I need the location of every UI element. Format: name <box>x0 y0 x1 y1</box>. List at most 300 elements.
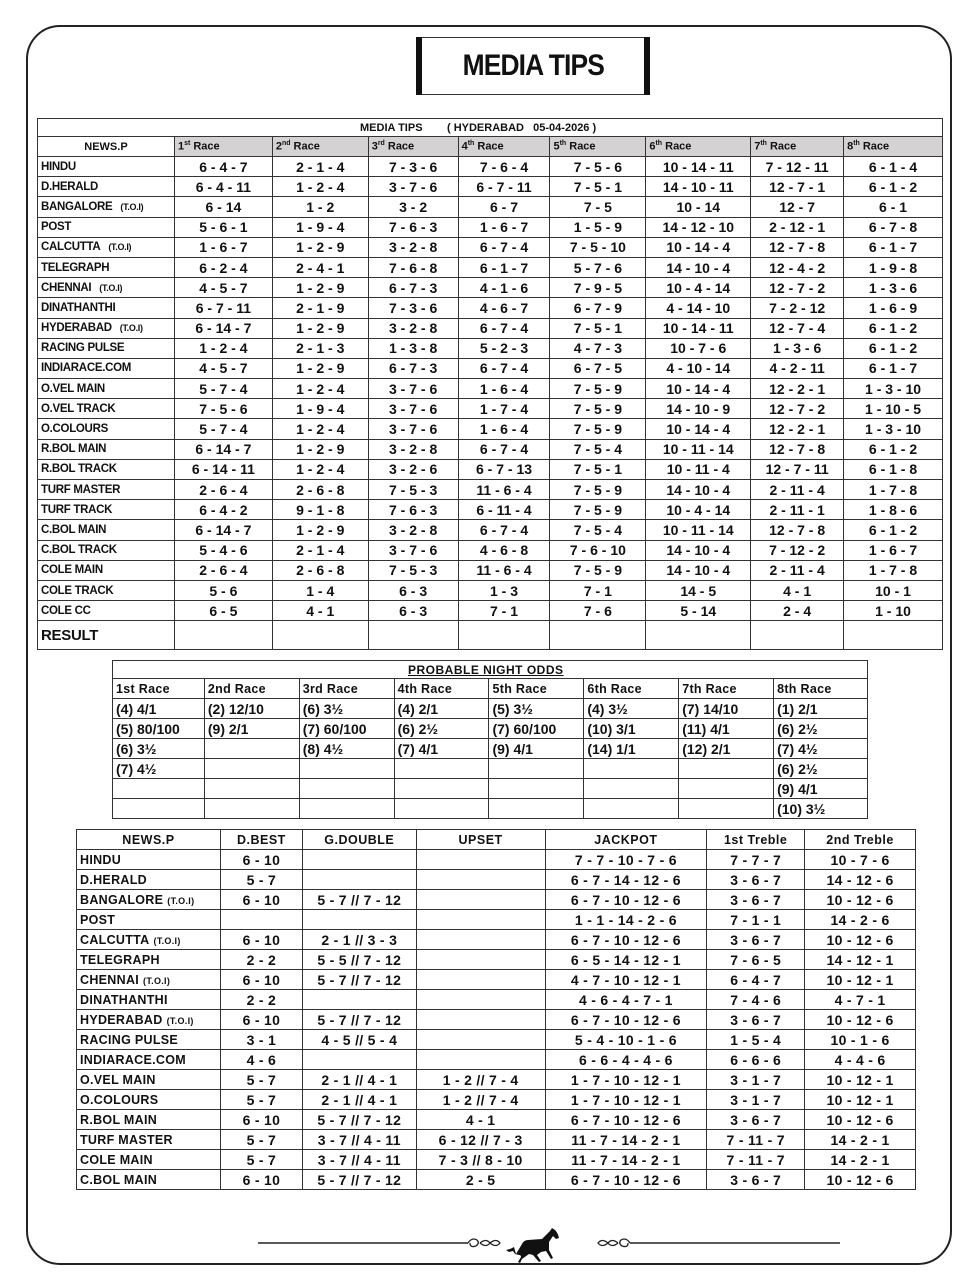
tip-cell: 3 - 2 - 8 <box>368 520 458 540</box>
tips-row <box>38 379 943 399</box>
tip-cell: 14 - 10 - 4 <box>646 540 751 560</box>
tip-cell: 1 - 2 - 4 <box>174 338 272 358</box>
odds-row <box>113 759 868 779</box>
bet-cell <box>220 910 302 930</box>
tip-cell: 5 - 4 - 6 <box>174 540 272 560</box>
tip-cell: 12 - 2 - 1 <box>751 419 844 439</box>
bet-cell: 6 - 10 <box>220 1010 302 1030</box>
newspaper-label: C.BOL TRACK <box>41 544 117 557</box>
newspaper-name <box>38 480 175 500</box>
tips-row <box>38 580 943 600</box>
bet-cell <box>416 910 545 930</box>
tip-cell: 12 - 7 - 8 <box>751 520 844 540</box>
tip-cell: 10 - 7 - 6 <box>646 338 751 358</box>
tip-cell: 1 - 8 - 6 <box>844 500 943 520</box>
race-number: 4 <box>461 140 468 153</box>
tips-row <box>38 237 943 257</box>
tips-row <box>38 318 943 338</box>
race-label: Race <box>766 140 797 153</box>
odds-header-race-1: 1st Race <box>113 679 205 699</box>
newspaper-name <box>77 930 221 950</box>
bet-cell: 5 - 4 - 10 - 1 - 6 <box>545 1030 707 1050</box>
newspaper-name <box>38 217 175 237</box>
odds-cell: (7) 60/100 <box>299 719 394 739</box>
bet-cell: 7 - 11 - 7 <box>707 1130 805 1150</box>
result-cell <box>646 621 751 650</box>
bet-cell: 3 - 1 - 7 <box>707 1090 805 1110</box>
odds-header-race-5: 5th Race <box>489 679 584 699</box>
tip-cell: 7 - 5 - 1 <box>550 318 646 338</box>
bet-cell <box>416 1010 545 1030</box>
bets-header-d-best: D.BEST <box>220 830 302 850</box>
tip-cell: 4 - 6 - 7 <box>458 298 550 318</box>
tip-cell: 10 - 11 - 14 <box>646 439 751 459</box>
odds-cell <box>584 799 679 819</box>
bet-cell: 6 - 10 <box>220 890 302 910</box>
newspaper-label: O.COLOURS <box>80 1092 159 1107</box>
bets-header-1st-treble: 1st Treble <box>707 830 805 850</box>
tip-cell: 1 - 2 - 9 <box>272 237 368 257</box>
tip-cell: 2 - 4 <box>751 601 844 621</box>
tip-cell: 10 - 14 - 11 <box>646 318 751 338</box>
tip-cell: 6 - 11 - 4 <box>458 500 550 520</box>
tip-cell: 7 - 5 - 9 <box>550 560 646 580</box>
tip-cell: 12 - 7 - 11 <box>751 459 844 479</box>
tip-cell: 7 - 5 - 4 <box>550 439 646 459</box>
odds-header-race-2: 2nd Race <box>204 679 299 699</box>
tip-cell: 3 - 7 - 6 <box>368 419 458 439</box>
bet-cell: 1 - 2 // 7 - 4 <box>416 1070 545 1090</box>
odds-cell <box>394 799 489 819</box>
bet-cell: 6 - 12 // 7 - 3 <box>416 1130 545 1150</box>
newspaper-name <box>77 950 221 970</box>
odds-cell: (12) 2/1 <box>679 739 774 759</box>
bet-cell: 3 - 6 - 7 <box>707 1170 805 1190</box>
newspaper-label: RACING PULSE <box>80 1032 179 1047</box>
race-number: 3 <box>371 140 378 153</box>
tip-cell: 14 - 10 - 11 <box>646 177 751 197</box>
race-label: Race <box>566 140 596 153</box>
tip-cell: 6 - 1 - 7 <box>844 237 943 257</box>
newspaper-label: HYDERABAD <box>41 322 112 335</box>
bet-cell <box>302 850 416 870</box>
bet-cell: 3 - 6 - 7 <box>707 890 805 910</box>
odds-cell <box>299 759 394 779</box>
odds-cell: (5) 80/100 <box>113 719 205 739</box>
bet-cell <box>416 1030 545 1050</box>
tip-cell: 2 - 6 - 4 <box>174 560 272 580</box>
bet-cell: 3 - 1 - 7 <box>707 1070 805 1090</box>
tip-cell: 1 - 10 <box>844 601 943 621</box>
tip-cell: 1 - 3 - 6 <box>844 278 943 298</box>
tip-cell: 7 - 1 <box>458 601 550 621</box>
tip-cell: 1 - 2 - 4 <box>272 459 368 479</box>
bet-cell: 1 - 7 - 10 - 12 - 1 <box>545 1090 707 1110</box>
tips-row <box>38 278 943 298</box>
bet-cell: 14 - 12 - 1 <box>805 950 916 970</box>
bet-cell: 5 - 7 <box>220 1130 302 1150</box>
bet-cell: 14 - 12 - 6 <box>805 870 916 890</box>
bets-row <box>77 950 916 970</box>
tips-row <box>38 197 943 217</box>
tip-cell: 6 - 7 - 4 <box>458 237 550 257</box>
bets-row <box>77 1030 916 1050</box>
bets-row <box>77 1170 916 1190</box>
tip-cell: 1 - 10 - 5 <box>844 399 943 419</box>
newspaper-name <box>38 540 175 560</box>
race-number: 2 <box>275 140 282 153</box>
bet-cell: 4 - 6 - 4 - 7 - 1 <box>545 990 707 1010</box>
tip-cell: 6 - 7 - 11 <box>174 298 272 318</box>
tip-cell: 1 - 2 - 9 <box>272 520 368 540</box>
tip-cell: 14 - 10 - 9 <box>646 399 751 419</box>
header-race-6 <box>646 137 751 157</box>
result-cell <box>174 621 272 650</box>
tip-cell: 6 - 14 - 7 <box>174 520 272 540</box>
tip-cell: 3 - 7 - 6 <box>368 540 458 560</box>
tip-cell: 12 - 7 - 8 <box>751 237 844 257</box>
result-label: RESULT <box>38 621 175 650</box>
result-cell <box>272 621 368 650</box>
bet-cell: 14 - 2 - 6 <box>805 910 916 930</box>
tip-cell: 6 - 7 - 9 <box>550 298 646 318</box>
tip-cell: 1 - 6 - 4 <box>458 379 550 399</box>
tip-cell: 1 - 2 - 4 <box>272 419 368 439</box>
bet-cell: 3 - 7 // 4 - 11 <box>302 1150 416 1170</box>
tips-caption-text: MEDIA TIPS ( HYDERABAD 05-04-2026 ) <box>360 121 597 134</box>
tip-cell: 7 - 5 - 6 <box>174 399 272 419</box>
toi-tag: (T.O.I) <box>119 323 143 334</box>
newspaper-name <box>38 379 175 399</box>
bet-cell: 10 - 12 - 6 <box>805 890 916 910</box>
bets-row <box>77 990 916 1010</box>
bet-cell: 10 - 12 - 6 <box>805 1110 916 1130</box>
bet-cell: 10 - 7 - 6 <box>805 850 916 870</box>
tip-cell: 1 - 3 - 6 <box>751 338 844 358</box>
race-ordinal-suffix: th <box>559 140 567 148</box>
newspaper-label: C.BOL MAIN <box>41 523 107 536</box>
bets-row <box>77 850 916 870</box>
tip-cell: 7 - 6 - 8 <box>368 257 458 277</box>
tip-cell: 6 - 4 - 7 <box>174 157 272 177</box>
tip-cell: 7 - 6 - 10 <box>550 540 646 560</box>
tip-cell: 6 - 14 - 11 <box>174 459 272 479</box>
race-number: 1 <box>177 140 185 153</box>
newspaper-name <box>77 1150 221 1170</box>
tip-cell: 1 - 7 - 8 <box>844 560 943 580</box>
odds-cell <box>299 799 394 819</box>
bets-row <box>77 1090 916 1110</box>
result-cell <box>458 621 550 650</box>
tip-cell: 1 - 6 - 7 <box>458 217 550 237</box>
bet-cell: 7 - 4 - 6 <box>707 990 805 1010</box>
newspaper-label: CALCUTTA <box>41 241 101 254</box>
tip-cell: 6 - 1 - 2 <box>844 177 943 197</box>
newspaper-name <box>38 439 175 459</box>
tip-cell: 10 - 4 - 14 <box>646 278 751 298</box>
bets-row <box>77 1130 916 1150</box>
bet-cell: 5 - 7 // 7 - 12 <box>302 970 416 990</box>
toi-tag: (T.O.I) <box>143 975 171 986</box>
newspaper-label: TELEGRAPH <box>80 952 160 967</box>
tip-cell: 1 - 2 - 9 <box>272 318 368 338</box>
tips-row <box>38 520 943 540</box>
tip-cell: 10 - 11 - 14 <box>646 520 751 540</box>
tip-cell: 1 - 6 - 9 <box>844 298 943 318</box>
newspaper-label: R.BOL MAIN <box>80 1112 158 1127</box>
tip-cell: 4 - 14 - 10 <box>646 298 751 318</box>
tip-cell: 14 - 10 - 4 <box>646 257 751 277</box>
tip-cell: 1 - 9 - 4 <box>272 399 368 419</box>
scroll-right-icon <box>598 1239 630 1247</box>
odds-cell <box>204 799 299 819</box>
bet-cell: 10 - 12 - 6 <box>805 1010 916 1030</box>
tip-cell: 2 - 1 - 4 <box>272 540 368 560</box>
tips-row <box>38 439 943 459</box>
tip-cell: 6 - 1 <box>844 197 943 217</box>
tip-cell: 6 - 7 - 3 <box>368 278 458 298</box>
horse-icon <box>506 1228 559 1263</box>
bets-row <box>77 910 916 930</box>
header-news-paper: NEWS.P <box>38 137 175 157</box>
tip-cell: 6 - 7 - 11 <box>458 177 550 197</box>
bet-cell: 6 - 6 - 6 <box>707 1050 805 1070</box>
bets-header-2nd-treble: 2nd Treble <box>805 830 916 850</box>
newspaper-name <box>77 1130 221 1150</box>
odds-cell: (4) 2/1 <box>394 699 489 719</box>
bets-table <box>76 829 916 1190</box>
toi-tag: (T.O.I) <box>108 242 132 253</box>
odds-cell: (7) 4½ <box>774 739 868 759</box>
race-label: Race <box>384 140 415 153</box>
tip-cell: 3 - 2 - 8 <box>368 439 458 459</box>
bets-row <box>77 870 916 890</box>
tip-cell: 4 - 10 - 14 <box>646 358 751 378</box>
bet-cell: 7 - 11 - 7 <box>707 1150 805 1170</box>
bet-cell: 7 - 6 - 5 <box>707 950 805 970</box>
odds-cell: (6) 3½ <box>299 699 394 719</box>
tip-cell: 6 - 14 <box>174 197 272 217</box>
bets-header-upset: UPSET <box>416 830 545 850</box>
odds-cell <box>204 739 299 759</box>
race-label: Race <box>290 140 320 153</box>
bet-cell: 3 - 6 - 7 <box>707 1110 805 1130</box>
bet-cell: 5 - 7 <box>220 1150 302 1170</box>
bet-cell: 6 - 7 - 10 - 12 - 6 <box>545 890 707 910</box>
tip-cell: 6 - 3 <box>368 580 458 600</box>
bet-cell: 4 - 5 // 5 - 4 <box>302 1030 416 1050</box>
bet-cell: 5 - 7 <box>220 1090 302 1110</box>
bet-cell: 6 - 10 <box>220 1110 302 1130</box>
newspaper-label: POST <box>80 912 116 927</box>
tip-cell: 6 - 2 - 4 <box>174 257 272 277</box>
bets-header-g-double: G.DOUBLE <box>302 830 416 850</box>
tip-cell: 1 - 2 - 9 <box>272 439 368 459</box>
tips-row <box>38 177 943 197</box>
tip-cell: 6 - 7 - 4 <box>458 318 550 338</box>
tip-cell: 7 - 5 - 9 <box>550 419 646 439</box>
odds-row <box>113 799 868 819</box>
tip-cell: 12 - 7 - 2 <box>751 278 844 298</box>
newspaper-label: CHENNAI <box>41 281 92 294</box>
tip-cell: 7 - 6 - 3 <box>368 217 458 237</box>
odds-cell: (7) 14/10 <box>679 699 774 719</box>
bet-cell: 3 - 1 <box>220 1030 302 1050</box>
bets-row <box>77 1050 916 1070</box>
race-ordinal-suffix: nd <box>281 140 291 148</box>
newspaper-name <box>77 1010 221 1030</box>
race-label: Race <box>190 140 220 153</box>
tip-cell: 5 - 6 - 1 <box>174 217 272 237</box>
bet-cell: 5 - 7 // 7 - 12 <box>302 1170 416 1190</box>
odds-cell: (9) 4/1 <box>774 779 868 799</box>
odds-cell <box>584 779 679 799</box>
odds-cell <box>113 799 205 819</box>
bets-row <box>77 970 916 990</box>
bet-cell: 5 - 7 // 7 - 12 <box>302 1010 416 1030</box>
odds-cell: (9) 4/1 <box>489 739 584 759</box>
newspaper-name <box>77 1050 221 1070</box>
tip-cell: 2 - 6 - 4 <box>174 480 272 500</box>
tip-cell: 7 - 5 - 3 <box>368 480 458 500</box>
newspaper-name <box>38 278 175 298</box>
tip-cell: 10 - 1 <box>844 580 943 600</box>
tip-cell: 7 - 12 - 2 <box>751 540 844 560</box>
bet-cell: 10 - 12 - 1 <box>805 970 916 990</box>
tip-cell: 7 - 5 - 4 <box>550 520 646 540</box>
tip-cell: 6 - 5 <box>174 601 272 621</box>
odds-header-race-8: 8th Race <box>774 679 868 699</box>
tip-cell: 6 - 1 - 2 <box>844 318 943 338</box>
tip-cell: 10 - 4 - 14 <box>646 500 751 520</box>
odds-header-race-6: 6th Race <box>584 679 679 699</box>
tip-cell: 5 - 7 - 4 <box>174 379 272 399</box>
odds-cell <box>204 759 299 779</box>
race-ordinal-suffix: th <box>467 140 475 148</box>
tip-cell: 6 - 1 - 2 <box>844 520 943 540</box>
odds-cell <box>489 759 584 779</box>
newspaper-label: R.BOL MAIN <box>41 443 107 456</box>
tip-cell: 1 - 6 - 4 <box>458 419 550 439</box>
newspaper-label: TURF MASTER <box>80 1132 173 1147</box>
toi-tag: (T.O.I) <box>153 935 181 946</box>
tip-cell: 5 - 2 - 3 <box>458 338 550 358</box>
odds-cell <box>489 799 584 819</box>
odds-cell: (6) 2½ <box>774 759 868 779</box>
newspaper-name <box>38 358 175 378</box>
newspaper-label: HINDU <box>41 160 76 173</box>
tip-cell: 5 - 14 <box>646 601 751 621</box>
tip-cell: 4 - 7 - 3 <box>550 338 646 358</box>
tip-cell: 4 - 6 - 8 <box>458 540 550 560</box>
tip-cell: 6 - 7 - 4 <box>458 439 550 459</box>
probable-night-odds-table <box>112 660 868 819</box>
newspaper-label: D.HERALD <box>80 872 147 887</box>
tip-cell: 4 - 2 - 11 <box>751 358 844 378</box>
newspaper-label: TELEGRAPH <box>41 261 110 274</box>
tips-row <box>38 217 943 237</box>
race-number: 7 <box>754 140 761 153</box>
tip-cell: 14 - 12 - 10 <box>646 217 751 237</box>
newspaper-name <box>77 870 221 890</box>
newspaper-label: CHENNAI <box>80 972 140 987</box>
tip-cell: 6 - 1 - 8 <box>844 459 943 479</box>
bet-cell: 7 - 1 - 1 <box>707 910 805 930</box>
odds-cell: (8) 4½ <box>299 739 394 759</box>
tips-row <box>38 459 943 479</box>
bet-cell: 2 - 2 <box>220 950 302 970</box>
result-cell <box>751 621 844 650</box>
tip-cell: 6 - 7 - 4 <box>458 520 550 540</box>
bet-cell <box>416 870 545 890</box>
odds-cell <box>489 779 584 799</box>
bet-cell: 2 - 1 // 4 - 1 <box>302 1090 416 1110</box>
odds-cell: (10) 3/1 <box>584 719 679 739</box>
tip-cell: 4 - 1 <box>751 580 844 600</box>
tip-cell: 1 - 5 - 9 <box>550 217 646 237</box>
tip-cell: 1 - 7 - 8 <box>844 480 943 500</box>
tip-cell: 14 - 5 <box>646 580 751 600</box>
odds-row <box>113 719 868 739</box>
tip-cell: 3 - 2 - 8 <box>368 318 458 338</box>
tip-cell: 3 - 2 - 6 <box>368 459 458 479</box>
tip-cell: 4 - 5 - 7 <box>174 278 272 298</box>
odds-cell: (4) 4/1 <box>113 699 205 719</box>
tip-cell: 6 - 14 - 7 <box>174 439 272 459</box>
bet-cell: 5 - 7 <box>220 870 302 890</box>
odds-header-race-3: 3rd Race <box>299 679 394 699</box>
tip-cell: 12 - 4 - 2 <box>751 257 844 277</box>
tip-cell: 7 - 5 - 9 <box>550 379 646 399</box>
newspaper-name <box>38 580 175 600</box>
result-row <box>38 621 943 650</box>
odds-cell: (6) 3½ <box>113 739 205 759</box>
bet-cell <box>302 990 416 1010</box>
bet-cell <box>302 870 416 890</box>
newspaper-label: RACING PULSE <box>41 342 125 355</box>
header-race-2 <box>272 137 368 157</box>
odds-cell <box>204 779 299 799</box>
bet-cell: 5 - 7 // 7 - 12 <box>302 1110 416 1130</box>
tip-cell: 2 - 4 - 1 <box>272 257 368 277</box>
tip-cell: 6 - 7 - 4 <box>458 358 550 378</box>
bet-cell: 4 - 7 - 1 <box>805 990 916 1010</box>
bet-cell: 1 - 2 // 7 - 4 <box>416 1090 545 1110</box>
bet-cell <box>416 850 545 870</box>
newspaper-name <box>38 338 175 358</box>
bet-cell <box>416 990 545 1010</box>
newspaper-label: COLE CC <box>41 604 91 617</box>
newspaper-label: CALCUTTA <box>80 932 150 947</box>
tip-cell: 3 - 7 - 6 <box>368 379 458 399</box>
tips-row <box>38 480 943 500</box>
odds-cell: (6) 2½ <box>774 719 868 739</box>
tips-row <box>38 257 943 277</box>
tip-cell: 12 - 7 <box>751 197 844 217</box>
bet-cell: 11 - 7 - 14 - 2 - 1 <box>545 1130 707 1150</box>
bet-cell: 6 - 10 <box>220 850 302 870</box>
odds-cell <box>584 759 679 779</box>
tip-cell: 1 - 3 - 10 <box>844 419 943 439</box>
bet-cell: 10 - 1 - 6 <box>805 1030 916 1050</box>
tip-cell: 7 - 2 - 12 <box>751 298 844 318</box>
bet-cell: 5 - 5 // 7 - 12 <box>302 950 416 970</box>
tip-cell: 2 - 1 - 3 <box>272 338 368 358</box>
bet-cell <box>302 910 416 930</box>
tip-cell: 7 - 9 - 5 <box>550 278 646 298</box>
bet-cell: 10 - 12 - 6 <box>805 1170 916 1190</box>
bet-cell: 3 - 6 - 7 <box>707 1010 805 1030</box>
